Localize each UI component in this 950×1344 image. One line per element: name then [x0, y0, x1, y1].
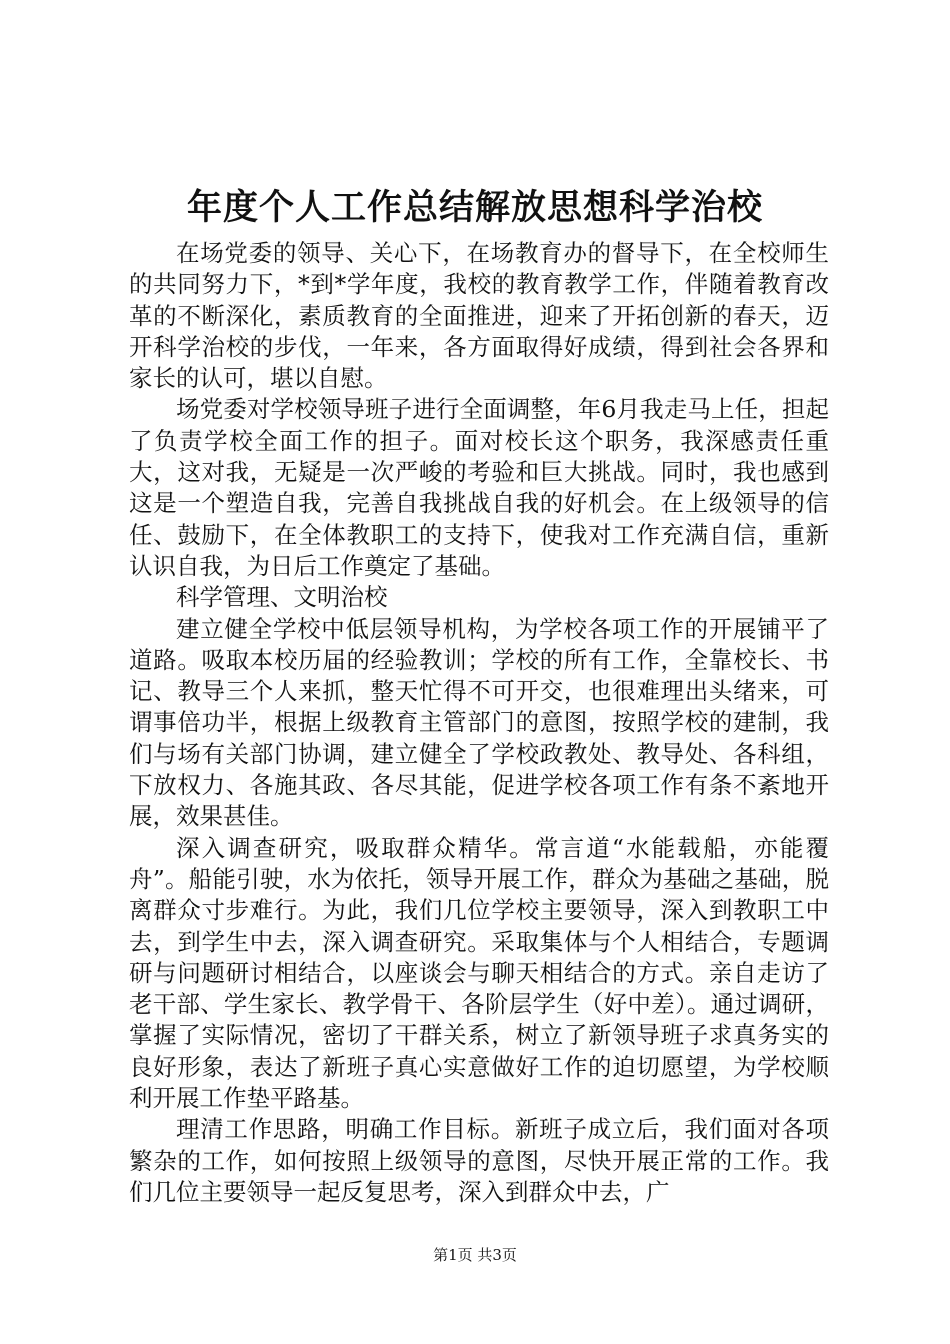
section-heading: 科学管理、文明治校	[176, 583, 388, 612]
paragraph-appointment: 场党委对学校领导班子进行全面调整，年6月我走马上任，担起了负责学校全面工作的担子。面对校长这个职务，我深感责任重大，这对我，无疑是一次严峻的考验和巨大挑战。同时，我也感到这是一个塑造自我，完善自我挑战自我的好机会。在上级领导的信任、鼓励下，在全体教职工的支持下，使我对工作充满自信，重新认识自我，为日后工作奠定了基础。	[129, 395, 829, 580]
paragraph-goals: 理清工作思路，明确工作目标。新班子成立后，我们面对各项繁杂的工作，如何按照上级领导的意图，尽快开展正常的工作。我们几位主要领导一起反复思考，深入到群众中去，广	[129, 1115, 829, 1206]
page-footer: 第1页 共3页	[433, 1246, 517, 1264]
document-title: 年度个人工作总结解放思想科学治校	[186, 187, 763, 228]
paragraph-structure: 建立健全学校中低层领导机构，为学校各项工作的开展铺平了道路。吸取本校历届的经验教训；学校的所有工作，全靠校长、书记、教导三个人来抓，整天忙得不可开交，也很难理出头绪来，可谓事倍功半，根据上级教育主管部门的意图，按照学校的建制，我们与场有关部门协调，建立健全了学校政教处、教导处、各科组，下放权力、各施其政、各尽其能，促进学校各项工作有条不紊地开展，效果甚佳。	[129, 614, 829, 831]
paragraph-research: 深入调查研究，吸取群众精华。常言道“水能载船，亦能覆舟”。船能引驶，水为依托，领导开展工作，群众为基础之基础，脱离群众寸步难行。为此，我们几位学校主要领导，深入到教职工中去，到学生中去，深入调查研究。采取集体与个人相结合，专题调研与问题研讨相结合，以座谈会与聊天相结合的方式。亲自走访了老干部、学生家长、教学骨干、各阶层学生（好中差）。通过调研，掌握了实际情况，密切了干群关系，树立了新领导班子求真务实的良好形象，表达了新班子真心实意做好工作的迫切愿望，为学校顺利开展工作垫平路基。	[129, 833, 829, 1113]
document-body	[129, 238, 829, 1208]
paragraph-intro: 在场党委的领导、关心下，在场教育办的督导下，在全校师生的共同努力下，*到*学年度，我校的教育教学工作，伴随着教育改革的不断深化，素质教育的全面推进，迎来了开拓创新的春天，迈开科学治校的步伐，一年来，各方面取得好成绩，得到社会各界和家长的认可，堪以自慰。	[129, 239, 829, 393]
